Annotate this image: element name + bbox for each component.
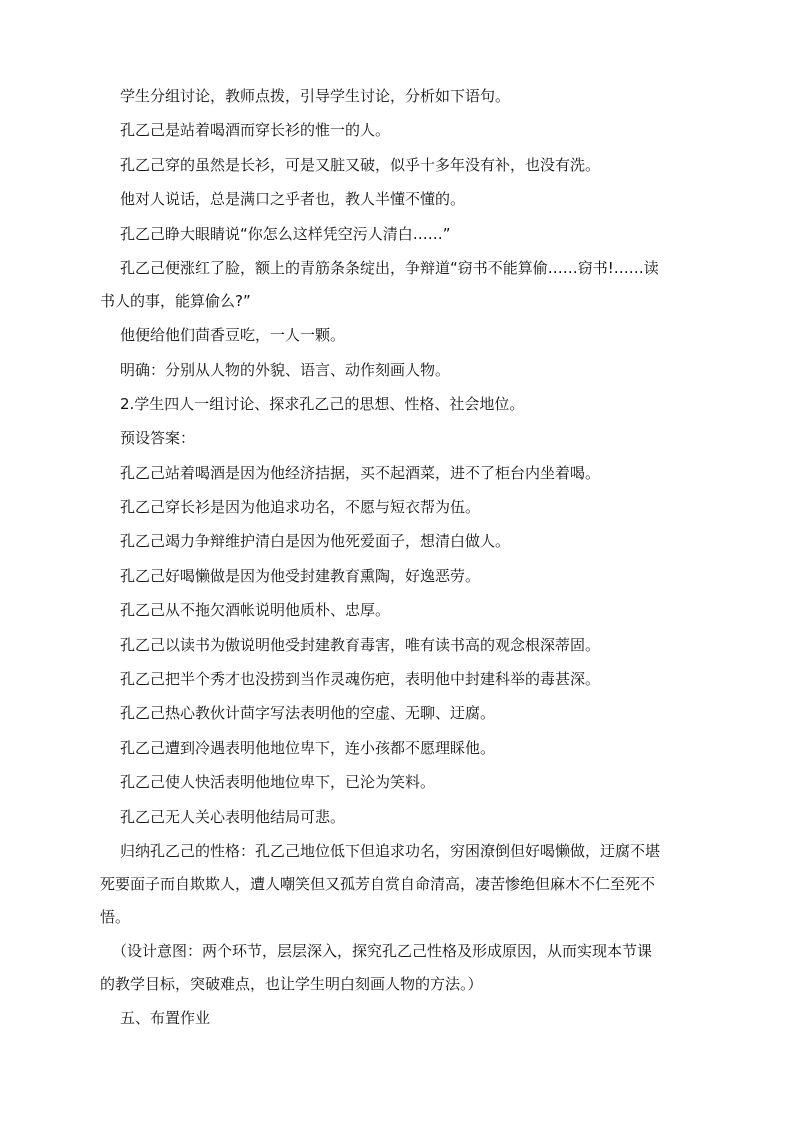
answer-item: 孔乙己从不拖欠酒帐说明他质朴、忠厚。	[120, 601, 391, 619]
quote-long-gown: 孔乙己穿的虽然是长衫，可是又脏又破，似乎十多年没有补，也没有洗。	[120, 156, 601, 174]
answer-item: 孔乙己以读书为傲说明他受封建教育毒害，唯有读书高的观念根深蒂固。	[120, 636, 601, 654]
answer-item: 孔乙己遭到冷遇表明他地位卑下，连小孩都不愿理睬他。	[120, 739, 496, 757]
answer-item: 孔乙己热心教伙计茴字写法表明他的空虚、无聊、迂腐。	[120, 704, 496, 722]
design-intent-line-2: 的教学目标，突破难点，也让学生明白刻画人物的方法。）	[100, 975, 483, 993]
quote-argue-line1: 孔乙己便涨红了脸，额上的青筋条条绽出，争辩道“窃书不能算偷……窃书!……读	[120, 259, 659, 277]
answer-item: 孔乙己把半个秀才也没捞到当作灵魂伤疤，表明他中封建科举的毒甚深。	[120, 670, 601, 688]
answer-item: 孔乙己无人关心表明他结局可悲。	[120, 808, 346, 826]
paragraph-clarify: 明确：分别从人物的外貌、语言、动作刻画人物。	[120, 361, 451, 379]
summary-line-3: 悟。	[100, 908, 131, 926]
answer-item: 孔乙己竭力争辩维护清白是因为他死爱面子，想清白做人。	[120, 532, 511, 550]
summary-line-1: 归纳孔乙己的性格：孔乙己地位低下但追求功名，穷困潦倒但好喝懒做，迂腐不堪	[120, 842, 661, 860]
answer-item: 孔乙己穿长衫是因为他追求功名，不愿与短衣帮为伍。	[120, 498, 481, 516]
answer-item: 孔乙己好喝懒做是因为他受封建教育熏陶，好逸恶劳。	[120, 567, 481, 585]
paragraph-step-2: 2.学生四人一组讨论、探求孔乙己的思想、性格、社会地位。	[120, 395, 525, 413]
quote-argue-line2: 书人的事，能算偷么?”	[100, 292, 251, 310]
quote-beans: 他便给他们茴香豆吃，一人一颗。	[120, 326, 346, 344]
paragraph-group-discussion: 学生分组讨论，教师点拨，引导学生讨论，分析如下语句。	[120, 87, 511, 105]
answer-item: 孔乙己使人快活表明他地位卑下，已沦为笑料。	[120, 773, 436, 791]
paragraph-preset-answers: 预设答案：	[120, 429, 196, 447]
quote-standing-drinking: 孔乙己是站着喝酒而穿长衫的惟一的人。	[120, 121, 391, 139]
section-heading: 五、布置作业	[120, 1009, 211, 1027]
quote-innocence: 孔乙己睁大眼睛说“你怎么这样凭空污人清白……”	[120, 225, 451, 243]
design-intent-line-1: （设计意图：两个环节，层层深入，探究孔乙己性格及形成原因，从而实现本节课	[112, 942, 653, 960]
answer-item: 孔乙己站着喝酒是因为他经济拮据，买不起酒菜，进不了柜台内坐着喝。	[120, 464, 601, 482]
summary-line-2: 死要面子而自欺欺人，遭人嘲笑但又孤芳自赏自命清高，凄苦惨绝但麻木不仁至死不	[100, 875, 656, 893]
quote-speech: 他对人说话，总是满口之乎者也，教人半懂不懂的。	[120, 190, 466, 208]
